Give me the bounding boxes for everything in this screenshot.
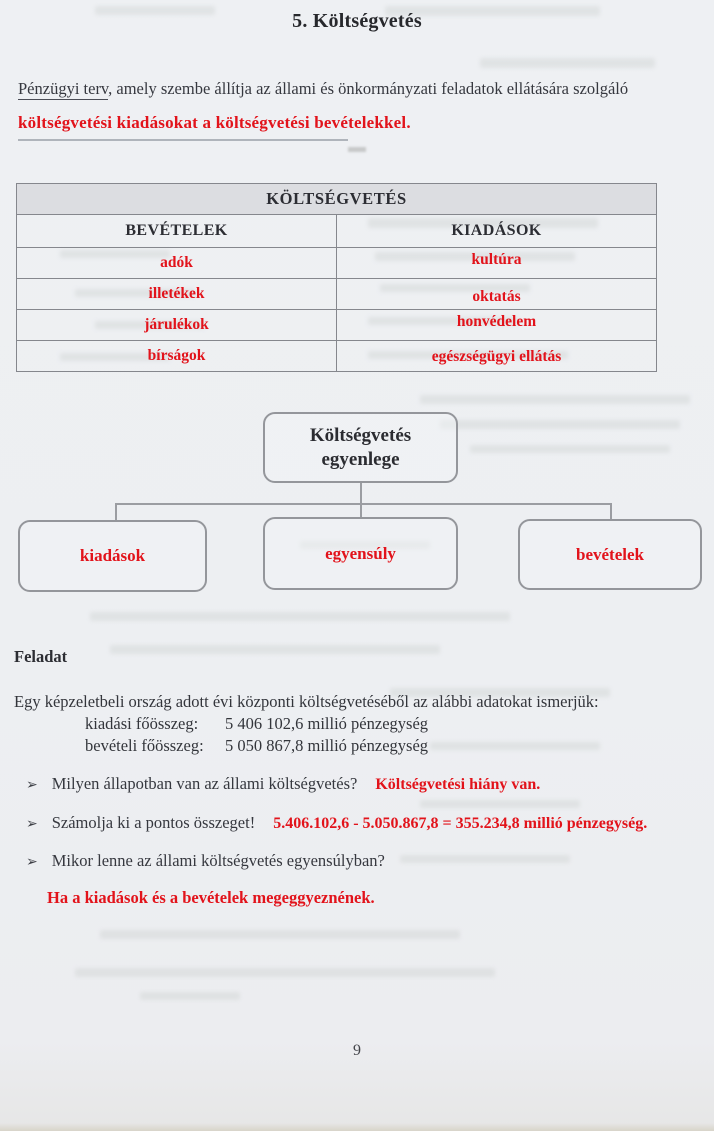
table-cell-revenue: bírságok	[17, 341, 337, 372]
bleedthrough-artifact	[480, 58, 655, 68]
data-line-revenue	[85, 736, 429, 756]
table-cell-expense: egészségügyi ellátás	[337, 342, 657, 373]
intro-paragraph	[18, 79, 706, 99]
table-row	[17, 279, 657, 310]
bleedthrough-artifact	[110, 645, 440, 654]
diagram-connector	[360, 483, 362, 503]
data-label: kiadási főösszeg:	[85, 714, 199, 733]
diagram-box-egyensuly: egyensúly	[263, 517, 458, 590]
column-header-bevetelek: BEVÉTELEK	[17, 215, 337, 248]
intro-rest: , amely szembe állítja az állami és önkormányzati feladatok ellátására szolgáló	[108, 79, 629, 98]
intro-underlined-term: Pénzügyi terv	[18, 79, 109, 98]
bleedthrough-artifact	[440, 420, 680, 429]
page-number: 9	[353, 1042, 361, 1059]
table-cell-revenue: illetékek	[17, 279, 337, 310]
table-cell-revenue: adók	[17, 248, 337, 279]
diagram-connector	[610, 503, 612, 519]
question-row	[26, 851, 708, 871]
answer-text: 5.406.102,6 - 5.050.867,8 = 355.234,8 millió pénzegység.	[273, 815, 648, 832]
task-intro: Egy képzeletbeli ország adott évi központi költségvetéséből az alábbi adatokat ismerjük:	[14, 692, 599, 711]
diagram-connector	[115, 503, 117, 520]
answer-text: Ha a kiadások és a bevételek megeggyeznének.	[47, 888, 375, 907]
arrow-bullet-icon: ➢	[26, 854, 38, 870]
scan-smudge	[348, 147, 366, 152]
bleedthrough-artifact	[75, 968, 495, 977]
question-row	[26, 813, 708, 833]
pencil-underline	[18, 139, 348, 141]
table-row	[17, 215, 657, 248]
table-cell-expense: honvédelem	[337, 307, 657, 338]
question-text: Milyen állapotban van az állami költségvetés?	[51, 774, 358, 793]
budget-table	[16, 183, 657, 372]
diagram-connector	[360, 503, 362, 517]
budget-table-title: KÖLTSÉGVETÉS	[17, 184, 657, 215]
arrow-bullet-icon: ➢	[26, 777, 38, 793]
diagram-box-bevetelek: bevételek	[518, 519, 702, 590]
bleedthrough-artifact	[90, 612, 510, 621]
page-title: 5. Költségvetés	[292, 10, 422, 32]
bleedthrough-artifact	[420, 395, 690, 404]
data-value: 5 050 867,8 millió pénzegység	[225, 736, 429, 755]
question-text: Számolja ki a pontos összeget!	[51, 813, 256, 832]
answer-text: Költségvetési hiány van.	[375, 776, 541, 793]
question-text: Mikor lenne az állami költségvetés egyensúlyban?	[51, 851, 385, 870]
table-row	[17, 248, 657, 279]
bleedthrough-artifact	[430, 742, 600, 750]
table-cell-expense: kultúra	[337, 245, 657, 276]
bleedthrough-artifact	[420, 800, 580, 808]
data-value: 5 406 102,6 millió pénzegység	[225, 714, 429, 733]
diagram-box-kiadasok: kiadások	[18, 520, 207, 592]
bleedthrough-artifact	[140, 992, 240, 1000]
table-cell-expense: oktatás	[337, 282, 657, 313]
column-header-kiadasok: KIADÁSOK	[337, 215, 657, 248]
diagram-connector	[115, 503, 611, 505]
table-row	[17, 341, 657, 372]
intro-highlight-red: költségvetési kiadásokat a költségvetési bevételekkel.	[18, 113, 411, 132]
task-heading: Feladat	[14, 647, 68, 666]
diagram-root-box: Költségvetés egyenlege	[263, 412, 458, 483]
data-line-expenditure	[85, 714, 429, 734]
table-cell-revenue: járulékok	[17, 310, 337, 341]
arrow-bullet-icon: ➢	[26, 816, 38, 832]
scan-bottom-edge	[0, 1123, 714, 1131]
data-label: bevételi főösszeg:	[85, 736, 204, 755]
bleedthrough-artifact	[100, 930, 460, 939]
bleedthrough-artifact	[470, 445, 670, 453]
question-row	[26, 774, 708, 794]
table-row	[17, 310, 657, 341]
table-row	[17, 184, 657, 215]
